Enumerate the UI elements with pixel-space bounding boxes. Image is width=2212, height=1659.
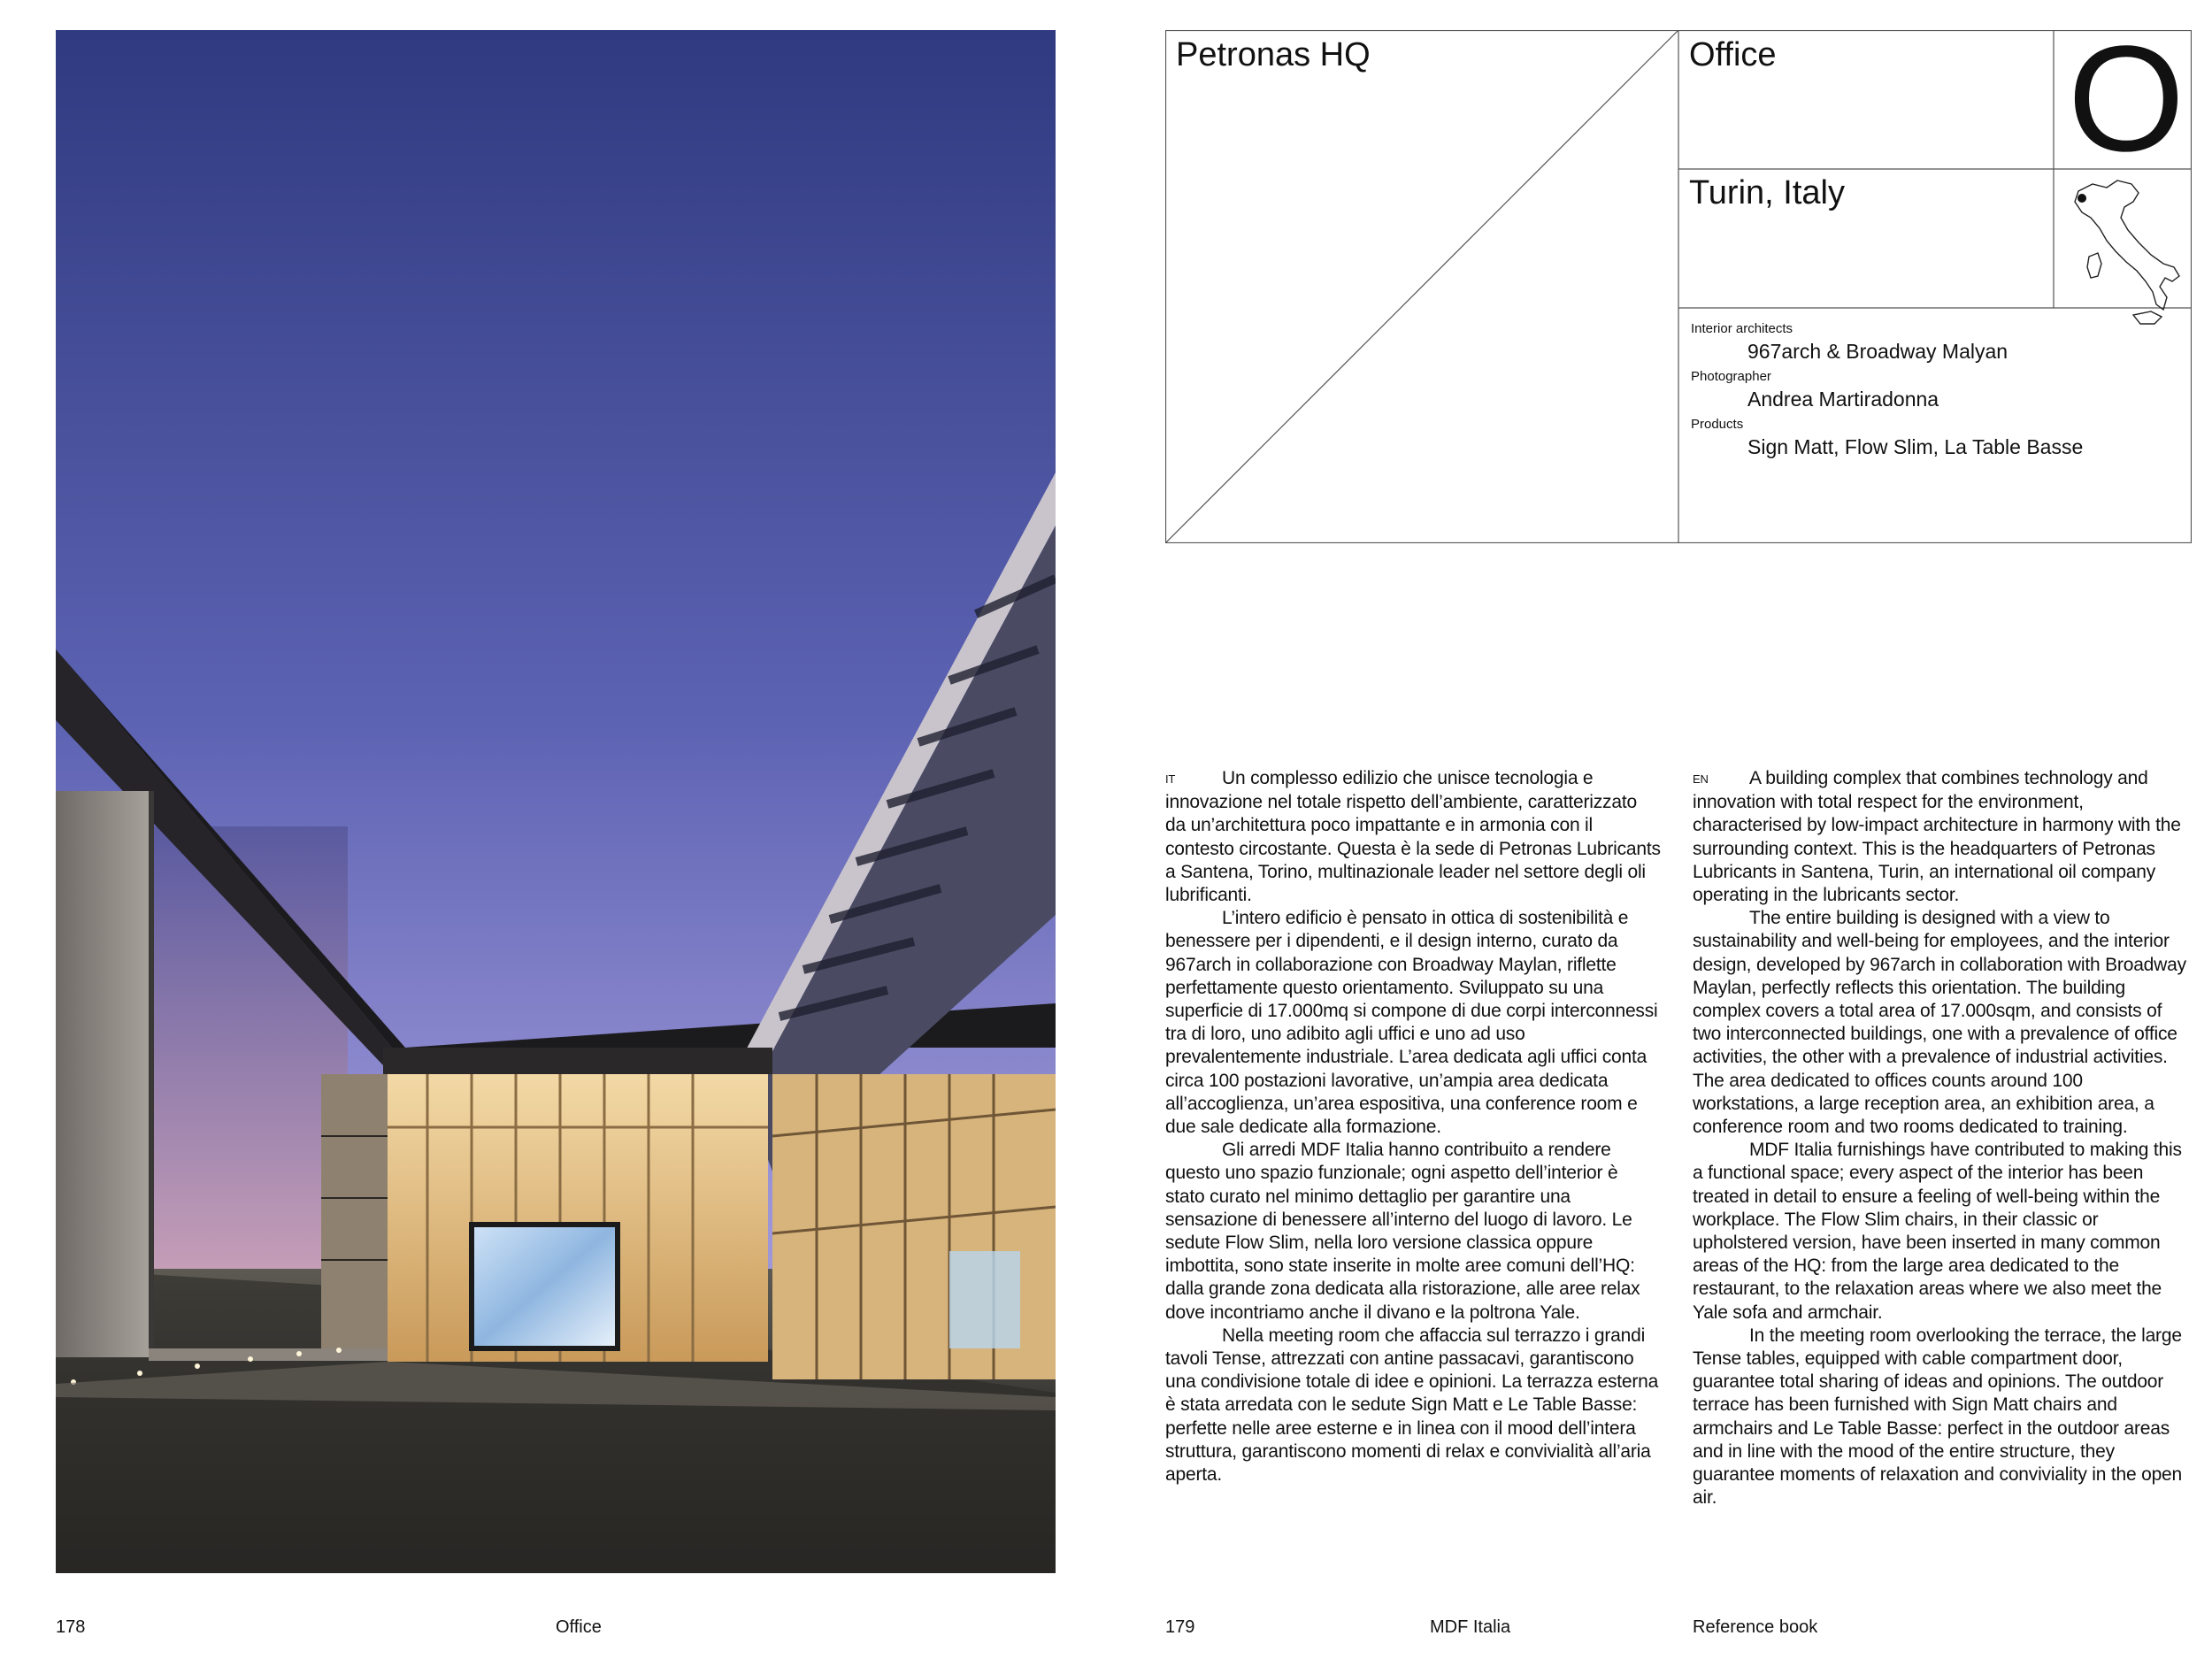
location-marker-icon — [2078, 194, 2086, 203]
paragraph — [1693, 767, 2188, 907]
credit-value: Sign Matt, Flow Slim, La Table Basse — [1747, 435, 2084, 458]
building-courtyard-dusk-photo — [56, 30, 1056, 1573]
credits-list — [1691, 317, 2186, 462]
building-photo — [56, 30, 1056, 1573]
text-column-english — [1693, 767, 2188, 1510]
paragraph: Nella meeting room che affaccia sul terrazzo i grandi tavoli Tense, attrezzati con antine passacavi, garantiscono una condivisione totale di idee e opinioni. La terrazza esterna è stata arredata con le sedute Sign Matt e Le Table Basse: perfette nelle aree esterne e in linea con il mood dell’intera struttura, garantiscono momenti di relax e convivialità all’aria aperta. — [1165, 1325, 1659, 1486]
paragraph: In the meeting room overlooking the terrace, the large Tense tables, equipped with cable compartment door, guarantee total sharing of ideas and opinions. The outdoor terrace has been furnished with Sign Matt chairs and armchairs and Le Table Basse: perfect in the outdoor areas and in line with the mood of the entire structure, they guarantee moments of relaxation and conviviality in the open air. — [1693, 1325, 2183, 1509]
credit-value: 967arch & Broadway Malyan — [1747, 340, 2008, 363]
text-column-italian — [1165, 767, 1661, 1486]
italy-map-icon — [2062, 172, 2190, 336]
credit-label: Interior architects — [1691, 321, 1793, 336]
paragraph-text: Un complesso edilizio che unisce tecnologia e innovazione nel totale rispetto dell’ambiente, caratterizzato da un’architettura poco impattante e in armonia con il contesto circostante. Questa è la sede di Petronas Lubricants a Santena, Torino, multinazionale leader nel settore degli oli lubrificanti. — [1165, 768, 1661, 906]
page-number-right: 179 — [1165, 1617, 1195, 1637]
page-number-left: 178 — [56, 1617, 86, 1637]
running-publication: Reference book — [1693, 1617, 1818, 1637]
credit-value: Andrea Martiradonna — [1747, 388, 1939, 411]
category-letter: O — [2067, 15, 2185, 183]
project-title: Petronas HQ — [1176, 36, 1371, 73]
credit-label: Photographer — [1691, 369, 1771, 384]
running-section: Office — [556, 1617, 602, 1637]
paragraph: L’intero edificio è pensato in ottica di sostenibilità e benessere per i dipendenti, e il design interno, curato da 967arch in collaborazione con Broadway Maylan, riflette perfettamente questo orientamento. Sviluppato su una superficie di 17.000mq si compone di due corpi interconnessi tra di loro, uno adibito agli uffici e uno ad uso prevalentemente industriale. L’area dedicata agli uffici conta circa 100 postazioni lavorative, un’ampia area dedicata all’accoglienza, un’area espositiva, una conference room e due sale dedicate alla formazione. — [1165, 908, 1658, 1138]
paragraph: Gli arredi MDF Italia hanno contribuito a rendere questo uno spazio funzionale; ogni aspetto dell’interior è stato curato nel minimo dettaglio per garantire una sensazione di benessere all’interno del luogo di lavoro. Le sedute Flow Slim, nella loro versione classica oppure imbottita, sono state inserite in molte aree comuni dell’HQ: dalla grande zona dedicata alla ristorazione, alle aree relax dove incontriamo anche il divano e la poltrona Yale. — [1165, 1140, 1640, 1323]
paragraph — [1165, 767, 1661, 907]
paragraph: The entire building is designed with a view to sustainability and well-being for employees, and the interior design, developed by 967arch in collaboration with Broadway Maylan, perfectly reflects this orientation. The building complex covers a total area of 17.000sqm, and consists of two interconnected buildings, one with a prevalence of office activities, the other with a prevalence of industrial activities. The area dedicated to offices counts around 100 workstations, a large reception area, an exhibition area, a conference room and two rooms dedicated to training. — [1693, 908, 2186, 1138]
paragraph: MDF Italia furnishings have contributed to making this a functional space; every aspect of the interior has been treated in detail to ensure a feeling of well-being within the workplace. The Flow Slim chairs, in their classic or upholstered version, have been inserted in many common areas of the HQ: from the large area dedicated to the restaurant, to the relaxation areas where we also meet the Yale sofa and armchair. — [1693, 1140, 2182, 1323]
project-location: Turin, Italy — [1689, 174, 1845, 211]
info-box-grid — [1165, 15, 2192, 543]
paragraph-text: A building complex that combines technology and innovation with total respect for the environment, characterised by low-impact architecture in harmony with the surrounding context. This is the headquarters of Petronas Lubricants in Santena, Turin, an international oil company operating in the lubricants sector. — [1693, 768, 2181, 906]
project-category: Office — [1689, 36, 1777, 73]
project-info-box — [1165, 15, 2192, 543]
language-tag: IT — [1165, 772, 1176, 786]
credit-label: Products — [1691, 417, 1744, 432]
running-brand: MDF Italia — [1430, 1617, 1511, 1637]
language-tag: EN — [1693, 772, 1709, 786]
